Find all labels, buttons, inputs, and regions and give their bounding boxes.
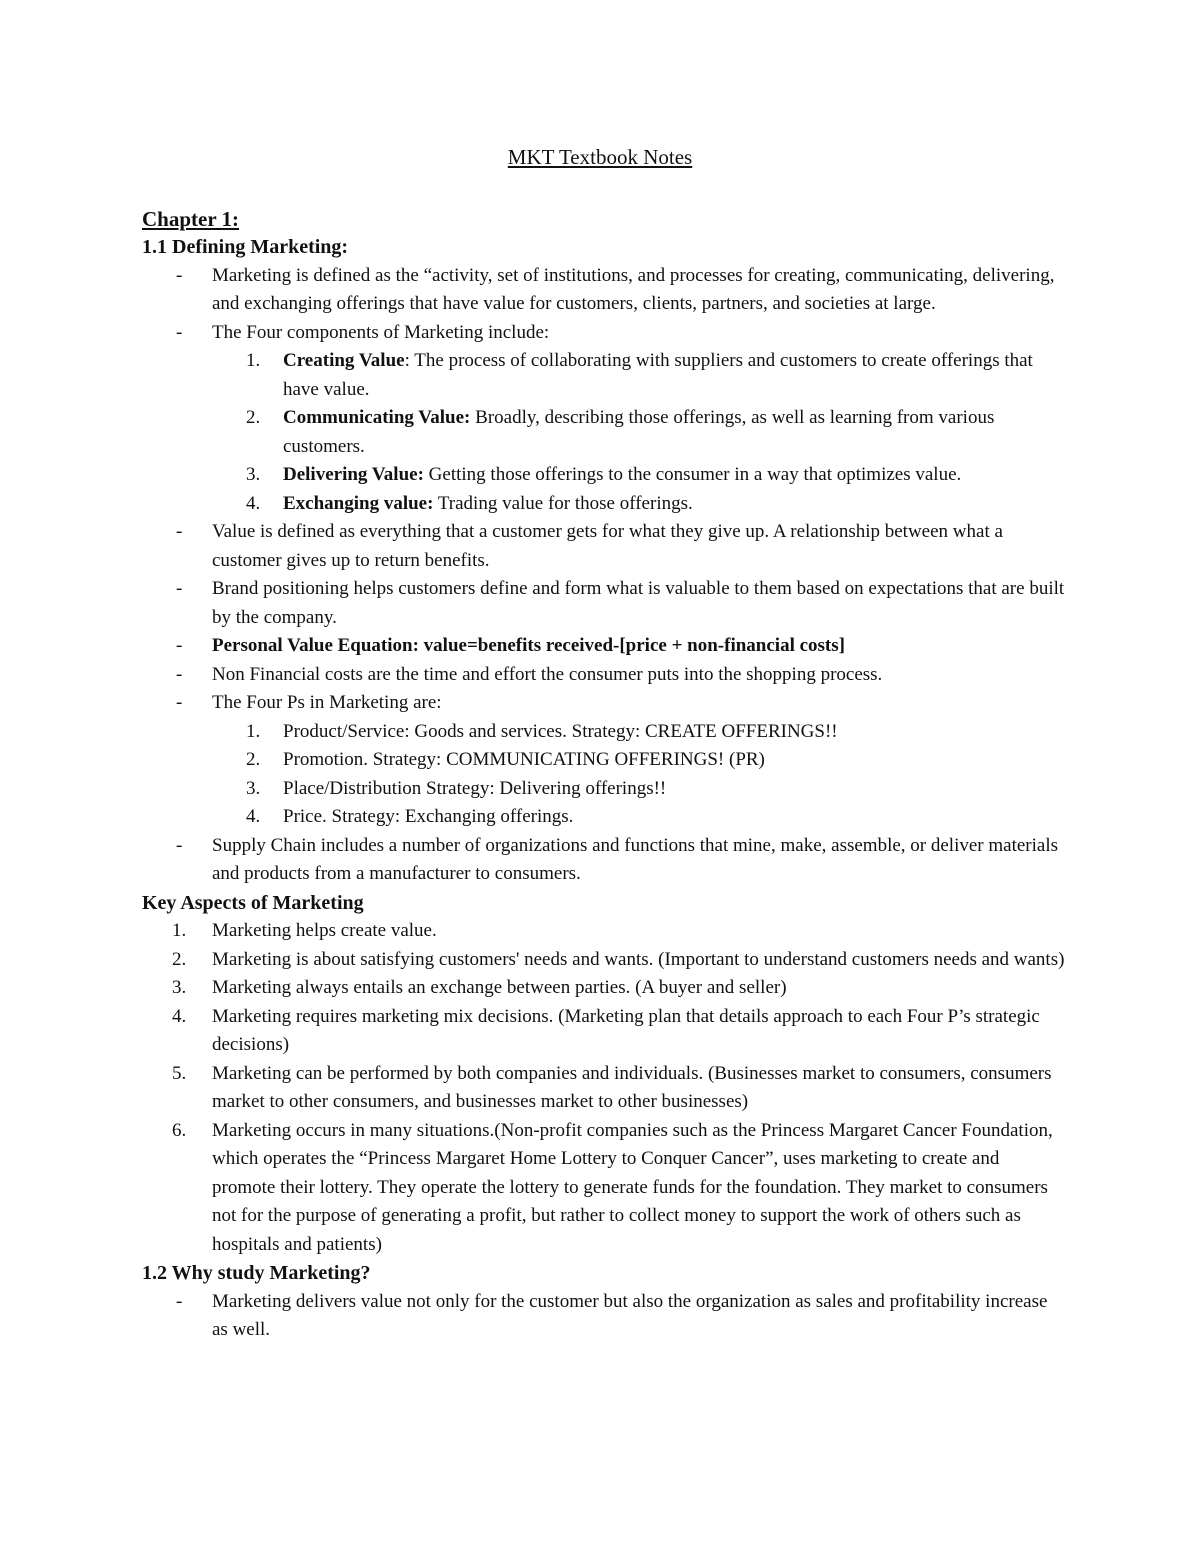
bullet-item <box>142 575 1067 632</box>
list-number: 3. <box>246 777 261 799</box>
list-number: 1. <box>246 350 261 371</box>
list-item <box>142 347 1067 404</box>
term-label: Exchanging value: <box>283 492 434 514</box>
list-item <box>142 718 1067 747</box>
term-description: Getting those offerings to the consumer in a way that optimizes value. <box>423 464 962 485</box>
list-item <box>142 946 1067 975</box>
term-description: : The process of collaborating with suppliers and customers to create offerings that have value. <box>283 350 1033 400</box>
list-item <box>142 404 1067 461</box>
key-aspects-heading: Key Aspects of Marketing <box>142 891 364 914</box>
bullet-text: Non Financial costs are the time and effort the consumer puts into the shopping process. <box>212 663 883 685</box>
bullet-item <box>142 689 1067 718</box>
bullet-marker: - <box>176 635 183 656</box>
list-number: 2. <box>246 749 261 770</box>
list-item <box>142 1117 1067 1260</box>
term-description: Trading value for those offerings. <box>433 492 693 514</box>
list-item <box>142 1003 1067 1060</box>
bullet-item <box>142 661 1067 690</box>
bullet-item <box>142 319 1067 348</box>
list-text: Marketing occurs in many situations.(Non-profit companies such as the Princess Margaret Cancer Foundation, which operates the “Princess Margaret Home Lottery to Conquer Cancer”, uses marketing to create and promote their lottery. They operate the lottery to generate funds for the foundation. They market to consumers not for the purpose of generating a profit, but rather to collect money to support the work of others such as hospitals and patients) <box>212 1119 1053 1255</box>
bullet-marker: - <box>176 321 183 343</box>
list-item <box>142 974 1067 1003</box>
list-text: Marketing can be performed by both companies and individuals. (Businesses market to consumers, consumers market to other consumers, and businesses market to other businesses) <box>212 1062 1052 1112</box>
bullet-item <box>142 262 1067 319</box>
list-text: Marketing always entails an exchange between parties. (A buyer and seller) <box>212 977 787 998</box>
list-number: 6. <box>172 1119 187 1141</box>
bullet-marker: - <box>176 264 183 286</box>
list-text: Marketing requires marketing mix decisions. (Marketing plan that details approach to each Four P’s strategic decisions) <box>212 1005 1040 1055</box>
section-heading-1-1: 1.1 Defining Marketing: <box>142 236 349 258</box>
term-description: Broadly, describing those offerings, as well as learning from various customers. <box>283 407 995 457</box>
list-number: 4. <box>172 1005 187 1027</box>
bullet-marker: - <box>176 834 183 856</box>
bullet-text: Marketing is defined as the “activity, set of institutions, and processes for creating, communicating, delivering, and exchanging offerings that have value for customers, clients, partners, and societies at large. <box>212 264 1055 314</box>
list-text: Marketing is about satisfying customers' needs and wants. (Important to understand customers needs and wants) <box>212 948 1065 970</box>
list-number: 4. <box>246 492 261 514</box>
list-number: 2. <box>172 948 187 970</box>
bullet-item <box>142 518 1067 575</box>
term-label: Communicating Value: <box>283 407 471 428</box>
list-number: 5. <box>172 1062 187 1084</box>
section-heading-1-2: 1.2 Why study Marketing? <box>142 1262 371 1284</box>
list-text: Marketing helps create value. <box>212 920 437 941</box>
list-text: Price. Strategy: Exchanging offerings. <box>283 806 574 827</box>
term-label: Creating Value <box>283 350 405 371</box>
list-number: 3. <box>172 977 187 998</box>
list-number: 3. <box>246 464 261 485</box>
bullet-item <box>142 632 1067 661</box>
list-item <box>142 1060 1067 1117</box>
list-number: 2. <box>246 407 261 428</box>
bullet-item <box>142 832 1067 889</box>
bullet-marker: - <box>176 578 183 599</box>
bullet-text: Marketing delivers value not only for the customer but also the organization as sales and profitability increase as well. <box>212 1290 1048 1340</box>
document-title: MKT Textbook Notes <box>507 145 693 169</box>
document-body <box>142 205 1067 1345</box>
list-text: Place/Distribution Strategy: Delivering offerings!! <box>283 777 667 799</box>
list-number: 4. <box>246 806 261 827</box>
bullet-marker: - <box>176 692 183 713</box>
term-label: Delivering Value: <box>283 464 424 485</box>
list-text: Promotion. Strategy: COMMUNICATING OFFERINGS! (PR) <box>283 749 765 770</box>
list-item <box>142 746 1067 775</box>
list-item <box>142 917 1067 946</box>
list-item <box>142 803 1067 832</box>
list-text: Product/Service: Goods and services. Strategy: CREATE OFFERINGS!! <box>283 720 838 742</box>
bullet-text: Brand positioning helps customers define and form what is valuable to them based on expectations that are built by the company. <box>212 578 1065 628</box>
bullet-item <box>142 1288 1067 1345</box>
list-number: 1. <box>172 920 187 941</box>
bullet-marker: - <box>176 521 183 542</box>
bullet-marker: - <box>176 1290 183 1312</box>
list-number: 1. <box>246 720 261 742</box>
chapter-heading: Chapter 1: <box>142 207 240 231</box>
list-item <box>142 775 1067 804</box>
bullet-text: Supply Chain includes a number of organizations and functions that mine, make, assemble, or deliver materials and products from a manufacturer to consumers. <box>212 834 1058 884</box>
bullet-marker: - <box>176 663 183 685</box>
bullet-text: The Four Ps in Marketing are: <box>212 692 442 713</box>
value-equation: Personal Value Equation: value=benefits received-[price + non-financial costs] <box>212 635 845 656</box>
bullet-text: Value is defined as everything that a customer gets for what they give up. A relationship between what a customer gives up to return benefits. <box>212 521 1003 571</box>
bullet-text: The Four components of Marketing include: <box>212 321 550 343</box>
list-item <box>142 490 1067 519</box>
list-item <box>142 461 1067 490</box>
